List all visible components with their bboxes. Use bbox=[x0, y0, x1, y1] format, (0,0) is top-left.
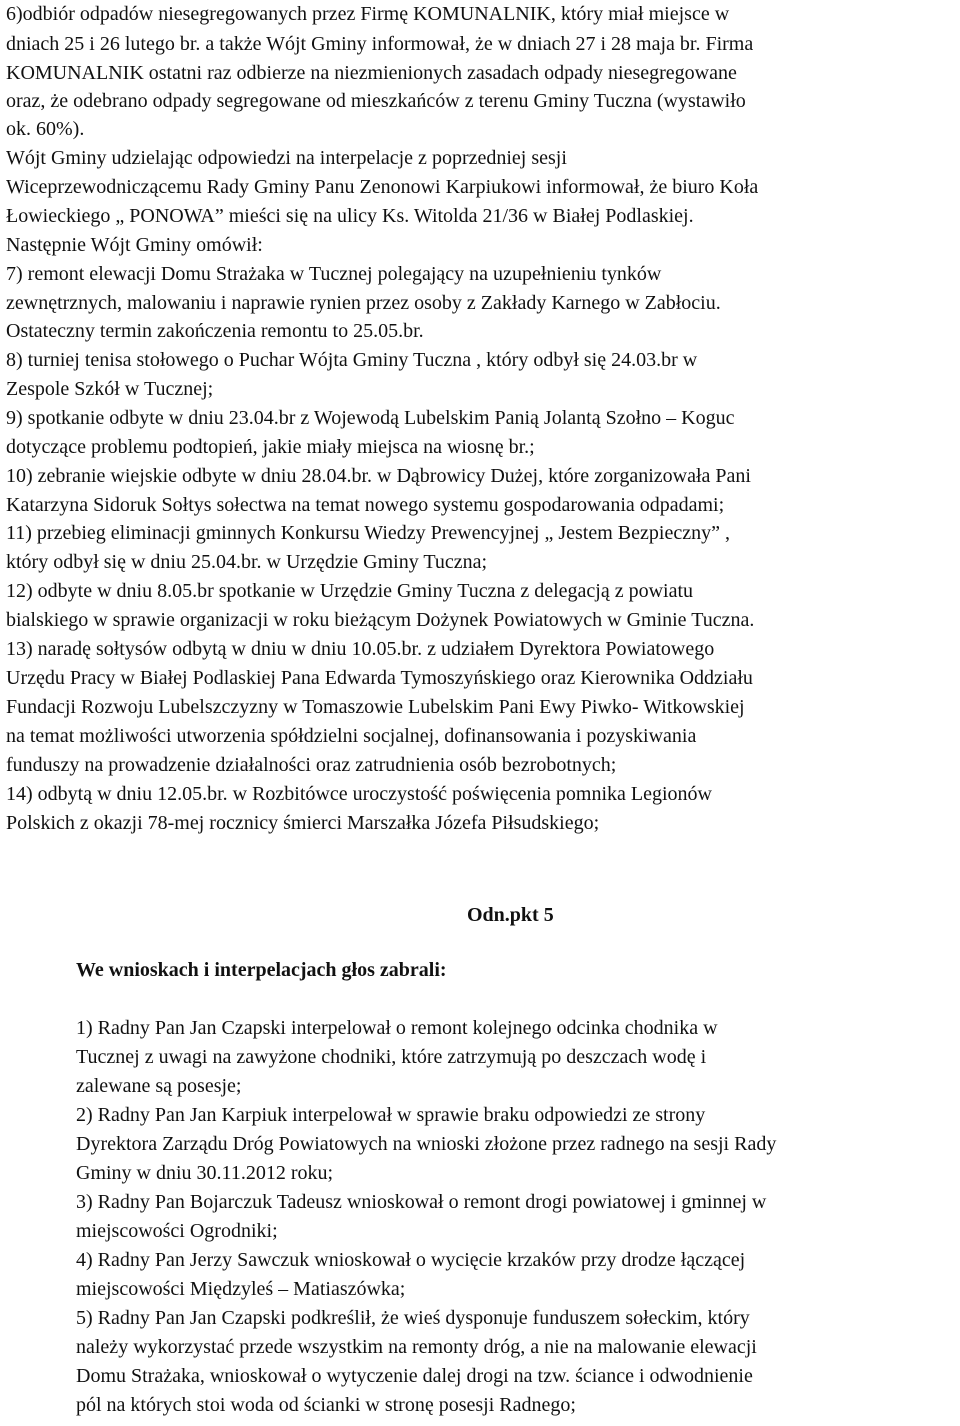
text-line: Gminy w dniu 30.11.2012 roku; bbox=[76, 1162, 334, 1184]
text-line: 12) odbyte w dniu 8.05.br spotkanie w Urzędzie Gminy Tuczna z delegacją z powiatu bbox=[6, 580, 694, 602]
text-line: 11) przebieg eliminacji gminnych Konkursu Wiedzy Prewencyjnej „ Jestem Bezpieczny” , bbox=[6, 522, 730, 544]
text-line: na temat możliwości utworzenia spółdzielni socjalnej, dofinansowania i pozyskiwania bbox=[6, 725, 697, 747]
text-line: 1) Radny Pan Jan Czapski interpelował o remont kolejnego odcinka chodnika w bbox=[76, 1017, 718, 1039]
text-line: KOMUNALNIK ostatni raz odbierze na niezmienionych zasadach odpady niesegregowane bbox=[6, 62, 737, 84]
text-line: 4) Radny Pan Jerzy Sawczuk wnioskował o wycięcie krzaków przy drodze łączącej bbox=[76, 1249, 746, 1271]
text-line: zalewane są posesje; bbox=[76, 1075, 242, 1097]
text-line: Katarzyna Sidoruk Sołtys sołectwa na temat nowego systemu gospodarowania odpadami; bbox=[6, 494, 725, 516]
text-line: Wiceprzewodniczącemu Rady Gminy Panu Zenonowi Karpiukowi informował, że biuro Koła bbox=[6, 176, 759, 198]
text-line: dniach 25 i 26 lutego br. a także Wójt Gminy informował, że w dniach 27 i 28 maja br. Firma bbox=[6, 33, 754, 55]
text-line: ok. 60%). bbox=[6, 118, 85, 140]
text-line: Zespole Szkół w Tucznej; bbox=[6, 378, 214, 400]
text-line: który odbył się w dniu 25.04.br. w Urzędzie Gminy Tuczna; bbox=[6, 551, 488, 573]
text-line: Następnie Wójt Gminy omówił: bbox=[6, 234, 263, 256]
text-line: 2) Radny Pan Jan Karpiuk interpelował w sprawie braku odpowiedzi ze strony bbox=[76, 1104, 706, 1126]
text-line: zewnętrznych, malowaniu i naprawie rynien przez osoby z Zakłady Karnego w Zabłociu. bbox=[6, 292, 721, 314]
text-line: Urzędu Pracy w Białej Podlaskiej Pana Edwarda Tymoszyńskiego oraz Kierownika Oddziału bbox=[6, 667, 753, 689]
text-line: bialskiego w sprawie organizacji w roku bieżącym Dożynek Powiatowych w Gminie Tuczna. bbox=[6, 609, 755, 631]
text-line: 5) Radny Pan Jan Czapski podkreślił, że wieś dysponuje funduszem sołeckim, który bbox=[76, 1307, 750, 1329]
text-line: miejscowości Ogrodniki; bbox=[76, 1220, 278, 1242]
text-line: 8) turniej tenisa stołowego o Puchar Wójta Gminy Tuczna , który odbył się 24.03.br w bbox=[6, 349, 698, 371]
text-line: 9) spotkanie odbyte w dniu 23.04.br z Wojewodą Lubelskim Panią Jolantą Szołno – Koguc bbox=[6, 407, 735, 429]
text-line: funduszy na prowadzenie działalności oraz zatrudnienia osób bezrobotnych; bbox=[6, 754, 617, 776]
text-line: dotyczące problemu podtopień, jakie miały miejsca na wiosnę br.; bbox=[6, 436, 535, 458]
text-line: Domu Strażaka, wnioskował o wytyczenie dalej drogi na tzw. ściance i odwodnienie bbox=[76, 1365, 753, 1387]
text-line: oraz, że odebrano odpady segregowane od mieszkańców z terenu Gminy Tuczna (wystawiło bbox=[6, 90, 746, 112]
text-line: 14) odbytą w dniu 12.05.br. w Rozbitówce uroczystość poświęcenia pomnika Legionów bbox=[6, 783, 712, 805]
text-line: 7) remont elewacji Domu Strażaka w Tucznej polegający na uzupełnieniu tynków bbox=[6, 263, 662, 285]
text-line: miejscowości Międzyleś – Matiaszówka; bbox=[76, 1278, 406, 1300]
text-line: Wójt Gminy udzielając odpowiedzi na interpelacje z poprzedniej sesji bbox=[6, 147, 567, 169]
text-line: pól na których stoi woda od ścianki w stronę posesji Radnego; bbox=[76, 1394, 576, 1416]
text-line: Tucznej z uwagi na zawyżone chodniki, które zatrzymują po deszczach wodę i bbox=[76, 1046, 707, 1068]
text-line: Polskich z okazji 78-mej rocznicy śmierci Marszałka Józefa Piłsudskiego; bbox=[6, 812, 600, 834]
text-line: 13) naradę sołtysów odbytą w dniu w dniu 10.05.br. z udziałem Dyrektora Powiatowego bbox=[6, 638, 715, 660]
text-line: Łowieckiego „ PONOWA” mieści się na ulicy Ks. Witolda 21/36 w Białej Podlaskiej. bbox=[6, 205, 694, 227]
section-heading-odn: Odn.pkt 5 bbox=[467, 904, 554, 926]
text-line: 10) zebranie wiejskie odbyte w dniu 28.04.br. w Dąbrowicy Dużej, które zorganizowała Pani bbox=[6, 465, 751, 487]
section-heading-wnioski: We wnioskach i interpelacjach głos zabrali: bbox=[76, 959, 447, 981]
text-line: 6)odbiór odpadów niesegregowanych przez Firmę KOMUNALNIK, który miał miejsce w bbox=[6, 3, 730, 25]
text-line: Dyrektora Zarządu Dróg Powiatowych na wnioski złożone przez radnego na sesji Rady bbox=[76, 1133, 777, 1155]
text-line: 3) Radny Pan Bojarczuk Tadeusz wnioskował o remont drogi powiatowej i gminnej w bbox=[76, 1191, 767, 1213]
text-line: Fundacji Rozwoju Lubelszczyzny w Tomaszowie Lubelskim Pani Ewy Piwko- Witkowskiej bbox=[6, 696, 745, 718]
text-line: należy wykorzystać przede wszystkim na remonty dróg, a nie na malowanie elewacji bbox=[76, 1336, 757, 1358]
text-line: Ostateczny termin zakończenia remontu to 25.05.br. bbox=[6, 320, 424, 342]
